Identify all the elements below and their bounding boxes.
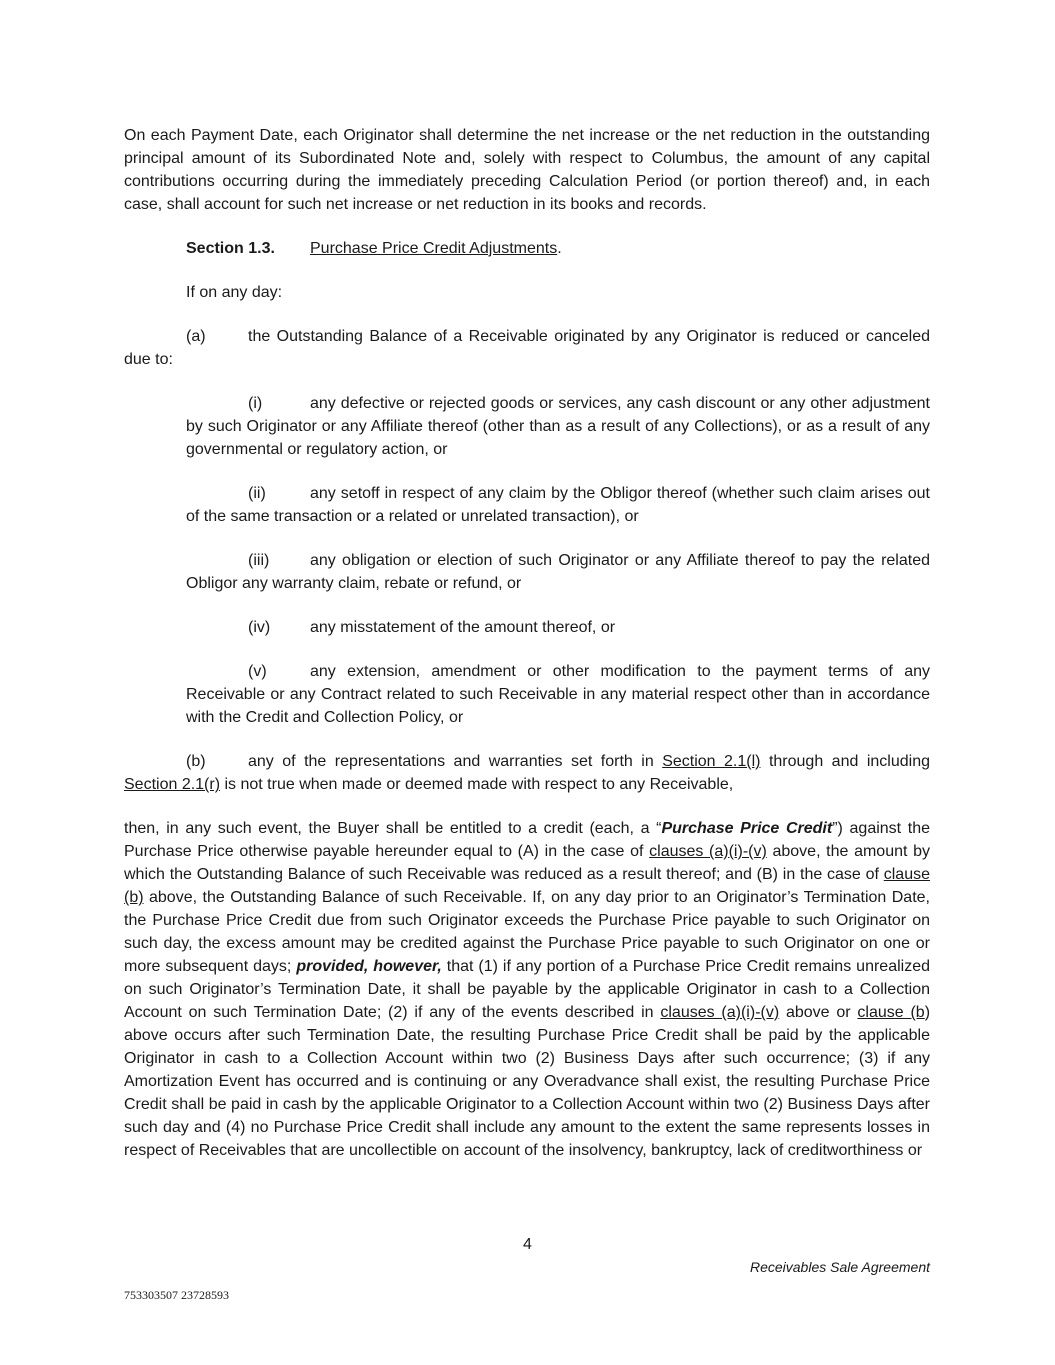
clause-a-label: (a): [186, 328, 206, 345]
paragraph-purchase-price-credit: [124, 817, 930, 1162]
clause-v: [186, 660, 930, 729]
clause-iv: [186, 616, 930, 639]
clause-b-text-3: is not true when made or deemed made with respect to any Receivable,: [220, 776, 734, 793]
text-run: ”) against the Purchase Price otherwise payable hereunder equal to (A) in the case of: [124, 820, 931, 860]
text-run: that (1) if any portion of a Purchase Price Credit remains unrealized on such Originator’s Termination Date, it shall be payable by the applicable Originator in cash to a Collection Account on such Termination Date; (2) if any of the events described in: [124, 958, 930, 1021]
clause-b-text-1: any of the representations and warranties set forth in: [248, 753, 663, 770]
paragraph-intro: If on any day:: [186, 284, 283, 301]
section-heading: [124, 237, 930, 260]
clause-reference: clause (b): [124, 866, 930, 906]
footer-document-title: Receivables Sale Agreement: [749, 1259, 930, 1275]
clause-iii-label: (iii): [248, 552, 270, 569]
clause-ii-label: (ii): [248, 485, 266, 502]
clause-iv-text: any misstatement of the amount thereof, or: [310, 619, 616, 636]
clause-i-text: any defective or rejected goods or services, any cash discount or any other adjustment by such Originator or any Affiliate thereof (other than as a result of any Collections), or as a result of any governmental or regulatory action, or: [186, 395, 930, 458]
document-body: [124, 124, 930, 1162]
clause-iii-text: any obligation or election of such Originator or any Affiliate thereof to pay the related Obligor any warranty claim, rebate or refund, or: [186, 552, 930, 592]
proviso: provided, however,: [296, 958, 442, 975]
clause-v-text: any extension, amendment or other modification to the payment terms of any Receivable or any Contract related to such Receivable in any material respect other than in accordance with the Credit and Collection Policy, or: [186, 663, 930, 726]
clause-i-label: (i): [248, 395, 263, 412]
clause-a-text: the Outstanding Balance of a Receivable originated by any Originator is reduced or canceled due to:: [124, 328, 930, 368]
section-number: Section 1.3.: [186, 240, 275, 257]
document-id: 753303507 23728593: [124, 1288, 229, 1302]
clause-reference: clause (b: [857, 1004, 925, 1021]
clause-iv-label: (iv): [248, 619, 271, 636]
section-period: .: [557, 240, 562, 257]
clause-reference: clauses (a)(i)-(v): [660, 1004, 780, 1021]
clause-ii-text: any setoff in respect of any claim by the Obligor thereof (whether such claim arises out of the same transaction or a related or unrelated transaction), or: [186, 485, 930, 525]
defined-term: Purchase Price Credit: [661, 820, 833, 837]
page-number: 4: [523, 1236, 532, 1253]
clause-i: [186, 392, 930, 461]
clause-b: [124, 750, 930, 796]
text-run: ) above occurs after such Termination Date, the resulting Purchase Price Credit shall be paid by the applicable Originator in cash to a Collection Account within two (2) Business Days after such occurrence; (3) if any Amortization Event has occurred and is continuing or any Overadvance shall exist, the resulting Purchase Price Credit shall be paid in cash by the applicable Originator to a Collection Account within two (2) Business Days after such day and (4) no Purchase Price Credit shall include any amount to the extent the same represents losses in respect of Receivables that are uncollectible on account of the insolvency, bankruptcy, lack of creditworthiness or: [124, 1004, 931, 1159]
text-run: above, the Outstanding Balance of such Receivable. If, on any day prior to an Originator’s Termination Date, the Purchase Price Credit due from such Originator exceeds the Purchase Price payable to such Originator on such day, the excess amount may be credited against the Purchase Price payable to such Originator on one or more subsequent days;: [124, 889, 930, 975]
text-run: then, in any such event, the Buyer shall be entitled to a credit (each, a “: [124, 820, 662, 837]
clause-reference: clauses (a)(i)-(v): [649, 843, 767, 860]
clause-v-label: (v): [248, 663, 267, 680]
clause-ii: [186, 482, 930, 528]
section-title: Purchase Price Credit Adjustments: [310, 240, 558, 257]
section-ref-2-1-r: Section 2.1(r): [124, 776, 221, 793]
clause-iii: [186, 549, 930, 595]
clause-b-text-2: through and including: [760, 753, 931, 770]
text-run: above, the amount by which the Outstanding Balance of such Receivable was reduced as a result thereof; and (B) in the case of: [124, 843, 931, 883]
clause-b-label: (b): [186, 753, 206, 770]
paragraph-payment-date: On each Payment Date, each Originator shall determine the net increase or the net reduction in the outstanding principal amount of its Subordinated Note and, solely with respect to Columbus, the amount of any capital contributions occurring during the immediately preceding Calculation Period (or portion thereof) and, in each case, shall account for such net increase or net reduction in its books and records.: [124, 127, 930, 213]
text-run: above or: [779, 1004, 858, 1021]
clause-a: [124, 325, 930, 371]
section-ref-2-1-l: Section 2.1(l): [662, 753, 761, 770]
